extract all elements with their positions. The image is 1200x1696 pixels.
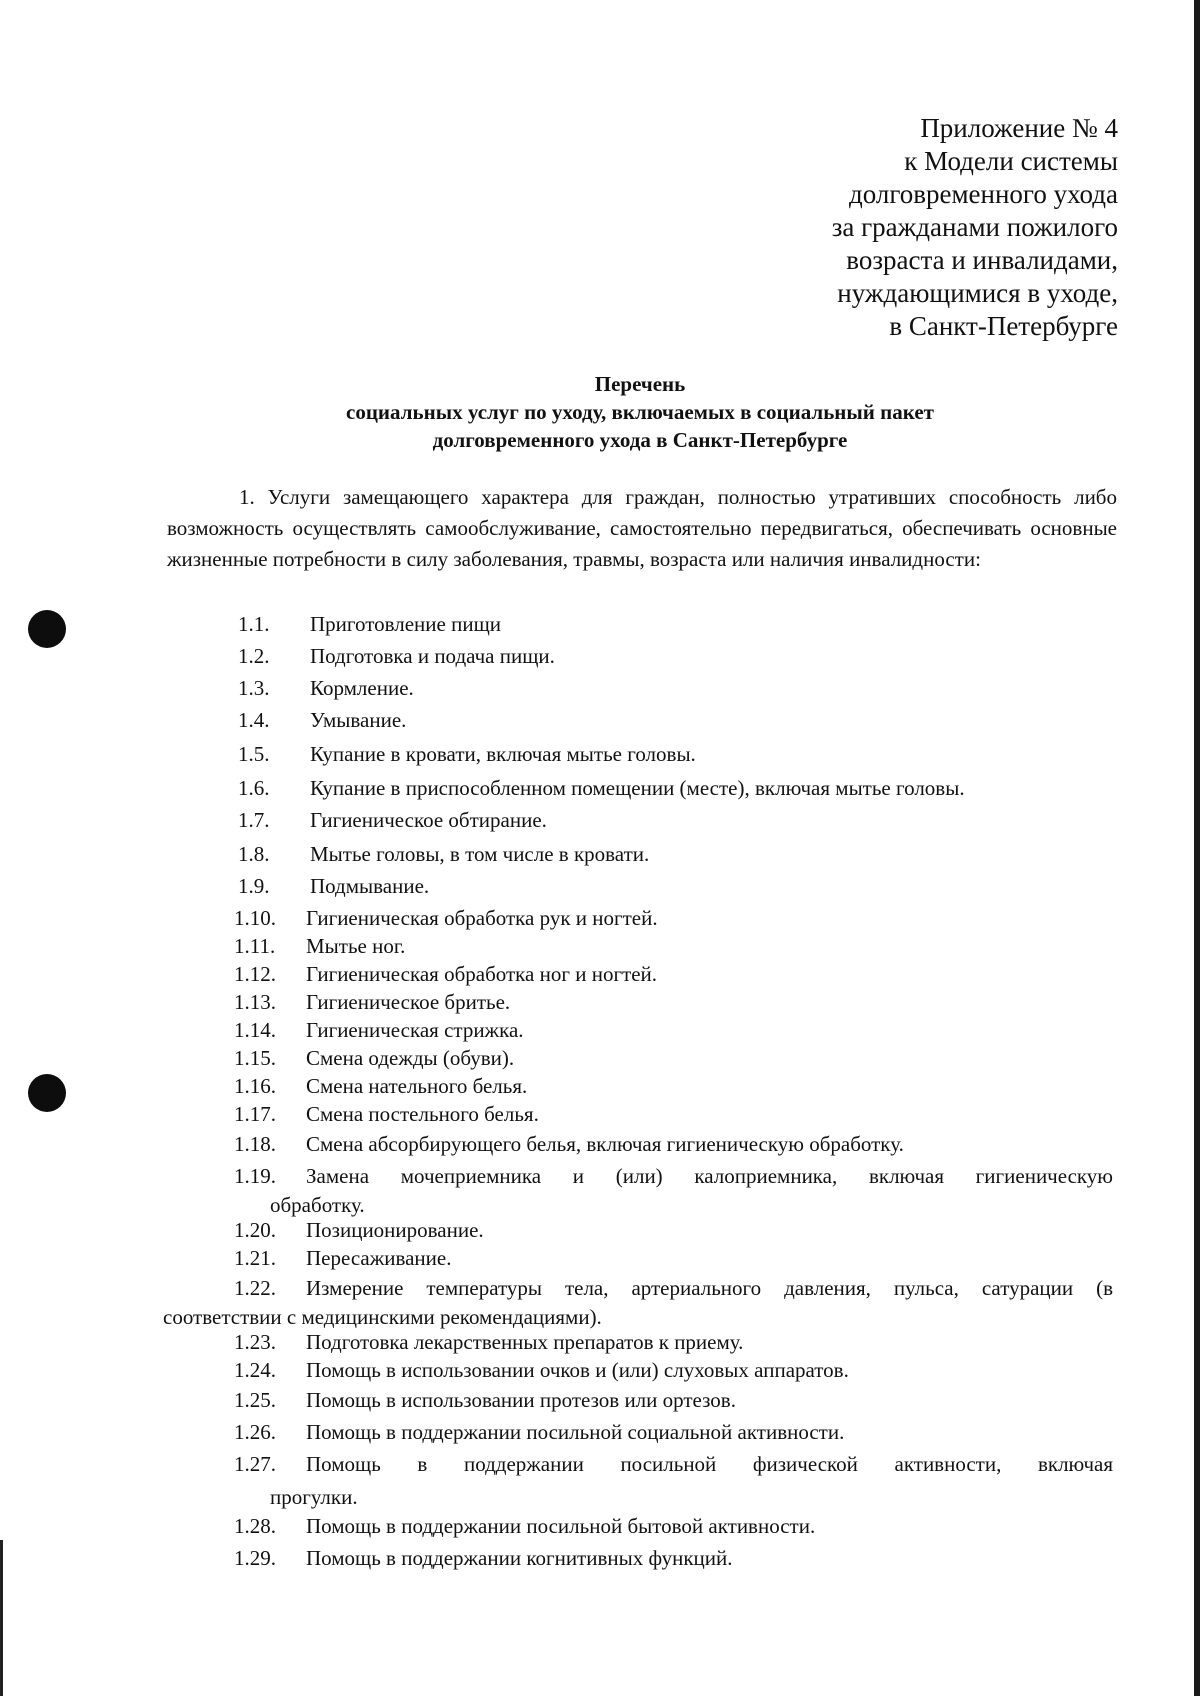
list-item-number: 1.29. — [234, 1546, 276, 1570]
list-item-number: 1.13. — [234, 990, 276, 1014]
list-item-text: Гигиеническая обработка рук и ногтей. — [306, 906, 658, 930]
list-item-text: Смена абсорбирующего белья, включая гигиеническую обработку. — [306, 1132, 904, 1156]
list-item-number: 1.20. — [234, 1218, 276, 1242]
list-item-text: Помощь в использовании очков и (или) слуховых аппаратов. — [306, 1358, 849, 1382]
list-item-text: Смена одежды (обуви). — [306, 1046, 515, 1070]
list-item-number: 1.4. — [238, 708, 270, 732]
list-item-number: 1.11. — [234, 934, 276, 958]
list-item-number: 1.16. — [234, 1074, 276, 1098]
title-line: Перечень — [594, 372, 686, 396]
list-item-number: 1.9. — [238, 874, 270, 898]
list-item-number: 1.2. — [238, 644, 270, 668]
list-item-text: Смена нательного белья. — [306, 1074, 528, 1098]
list-item-text: Приготовление пищи — [310, 612, 501, 636]
list-item-number: 1.24. — [234, 1358, 276, 1382]
list-item-number: 1.23. — [234, 1330, 276, 1354]
list-item-number: 1.6. — [238, 776, 270, 800]
list-item — [163, 1276, 1113, 1336]
list-item-text: Замена мочеприемника и (или) калоприемника, включая гигиеническую — [306, 1164, 1113, 1188]
list-item-number: 1.3. — [238, 676, 270, 700]
list-item-continuation: обработку. — [270, 1193, 365, 1217]
list-item-number: 1.1. — [238, 612, 270, 636]
list-item-text: Купание в приспособленном помещении (месте), включая мытье головы. — [310, 776, 965, 800]
list-item-text: Кормление. — [310, 676, 414, 700]
list-item-number: 1.22. — [234, 1276, 276, 1300]
list-item-number: 1.15. — [234, 1046, 276, 1070]
list-item-text: Измерение температуры тела, артериального давления, пульса, сатурации (в — [306, 1276, 1113, 1300]
title-line: долговременного ухода в Санкт-Петербурге — [432, 428, 848, 452]
list-item-number: 1.27. — [234, 1452, 276, 1476]
appendix-header-line: к Модели системы — [904, 146, 1118, 176]
list-item-text: Гигиеническая обработка ног и ногтей. — [306, 962, 658, 986]
list-item-text: Мытье головы, в том числе в кровати. — [310, 842, 650, 866]
list-item-text: Помощь в поддержании посильной бытовой активности. — [306, 1514, 816, 1538]
list-item-number: 1.19. — [234, 1164, 276, 1188]
list-item-text: Помощь в поддержании посильной физической активности, включая — [306, 1452, 1113, 1476]
list-item — [234, 1164, 1113, 1224]
list-item-number: 1.18. — [234, 1132, 276, 1156]
appendix-header-line: нуждающимися в уходе, — [837, 278, 1118, 308]
list-item-number: 1.26. — [234, 1420, 276, 1444]
list-item-text: Помощь в поддержании когнитивных функций. — [306, 1546, 733, 1570]
list-item-number: 1.10. — [234, 906, 276, 930]
intro-paragraph: 1. Услуги замещающего характера для граждан, полностью утративших способность либо возможность осуществлять самообслуживание, самостоятельно передвигаться, обеспечивать основные жизненные потребности в силу заболевания, травмы, возраста или наличия инвалидности: — [167, 485, 1117, 571]
list-item-number: 1.21. — [234, 1246, 276, 1270]
list-item-text: Помощь в использовании протезов или ортезов. — [306, 1388, 736, 1412]
list-item-number: 1.25. — [234, 1388, 276, 1412]
list-item-number: 1.17. — [234, 1102, 276, 1126]
list-item-text: Подготовка и подача пищи. — [310, 644, 555, 668]
list-item-text: Пересаживание. — [306, 1246, 452, 1270]
list-item-number: 1.14. — [234, 1018, 276, 1042]
list-item-number: 1.28. — [234, 1514, 276, 1538]
appendix-header-line: за гражданами пожилого — [831, 212, 1118, 242]
list-item-text: Подмывание. — [310, 874, 430, 898]
list-item-continuation: прогулки. — [270, 1485, 358, 1509]
list-item-text: Купание в кровати, включая мытье головы. — [310, 742, 696, 766]
list-item-text: Мытье ног. — [306, 934, 406, 958]
list-item-number: 1.12. — [234, 962, 276, 986]
appendix-header-line: Приложение № 4 — [920, 113, 1118, 143]
list-item-number: 1.5. — [238, 742, 270, 766]
list-item-number: 1.8. — [238, 842, 270, 866]
list-item-text: Помощь в поддержании посильной социальной активности. — [306, 1420, 845, 1444]
title-line: социальных услуг по уходу, включаемых в социальный пакет — [346, 400, 934, 424]
list-item-text: Смена постельного белья. — [306, 1102, 539, 1126]
list-item — [234, 1452, 1113, 1512]
list-item-number: 1.7. — [238, 808, 270, 832]
list-item-text: Подготовка лекарственных препаратов к приему. — [306, 1330, 744, 1354]
list-item-text: Гигиеническое обтирание. — [310, 808, 547, 832]
appendix-header-line: возраста и инвалидами, — [846, 245, 1118, 275]
list-item-text: Гигиеническое бритье. — [306, 990, 511, 1014]
appendix-header-line: долговременного ухода — [848, 179, 1118, 209]
list-item-text: Позиционирование. — [306, 1218, 484, 1242]
list-item — [234, 1546, 1113, 1606]
appendix-header-line: в Санкт-Петербурге — [889, 311, 1118, 341]
list-item-text: Гигиеническая стрижка. — [306, 1018, 524, 1042]
list-item-text: Умывание. — [310, 708, 407, 732]
list-item-continuation: соответствии с медицинскими рекомендациями). — [163, 1305, 602, 1329]
